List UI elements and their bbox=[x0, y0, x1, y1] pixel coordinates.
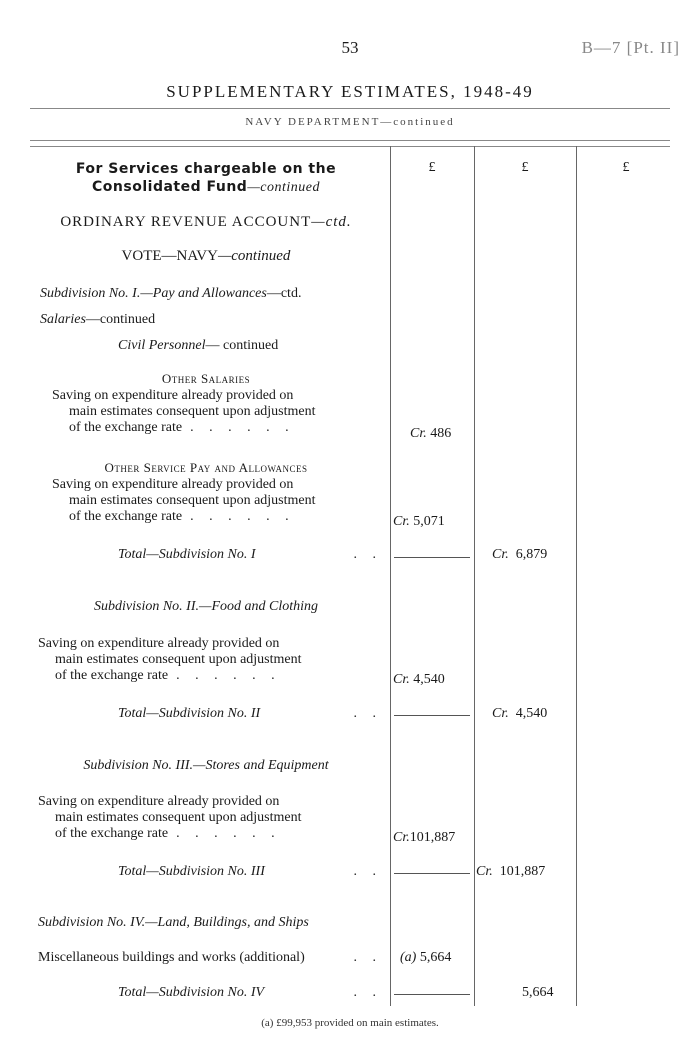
other-salaries-amount-value: 486 bbox=[430, 426, 452, 441]
subdivision-3-total-rule bbox=[394, 873, 470, 874]
other-service-line3 bbox=[52, 509, 382, 525]
subdivision-3-line2: main estimates consequent upon adjustment bbox=[55, 810, 302, 825]
subdivision-3-leader-dots: . . . . . . bbox=[176, 826, 281, 841]
subdivision-4-total-text: Total—Subdivision No. IV bbox=[118, 985, 265, 1000]
column-2-currency: £ bbox=[521, 160, 529, 175]
subdivision-4-amount-value: 5,664 bbox=[419, 950, 452, 965]
subdivision-4-amount-prefix: (a) bbox=[400, 950, 417, 965]
fund-heading-tail: —continued bbox=[247, 180, 320, 195]
column-divider-1 bbox=[390, 146, 391, 1006]
subdivision-3-total bbox=[476, 864, 545, 880]
subdivision-2-total-value: 4,540 bbox=[515, 706, 548, 721]
subdivision-3-total-value: 101,887 bbox=[499, 864, 546, 879]
header-rule-top bbox=[30, 140, 670, 141]
subdivision-2-total-label bbox=[118, 706, 382, 722]
subdivision-4-amount bbox=[400, 950, 451, 966]
document-reference: B—7 [Pt. II] bbox=[581, 38, 680, 57]
column-1-currency: £ bbox=[428, 160, 436, 175]
column-divider-3 bbox=[576, 146, 577, 1006]
subdivision-1-total-dots: . . bbox=[353, 547, 382, 562]
header-rule-bottom bbox=[30, 146, 670, 147]
subdivision-2-amount-prefix: Cr. bbox=[393, 672, 410, 687]
subdivision-2-amount bbox=[393, 672, 445, 688]
subdivision-4-line-text: Miscellaneous buildings and works (additional) bbox=[38, 950, 305, 965]
subdivision-4-total-value: 5,664 bbox=[522, 985, 554, 1000]
civil-personnel-text: Civil Personnel bbox=[118, 338, 206, 353]
other-service-heading: Other Service Pay and Allowances bbox=[104, 460, 308, 475]
subdivision-3-line1: Saving on expenditure already provided on bbox=[38, 794, 280, 809]
column-divider-2 bbox=[474, 146, 475, 1006]
subdivision-3-line3 bbox=[38, 826, 382, 842]
other-salaries-amount-prefix: Cr. bbox=[410, 426, 427, 441]
other-service-amount-prefix: Cr. bbox=[393, 514, 410, 529]
vote-heading-tail: —continued bbox=[217, 248, 291, 264]
subdivision-3-total-dots: . . bbox=[353, 864, 382, 879]
other-salaries-leader-dots: . . . . . . bbox=[190, 420, 295, 435]
fund-heading-line2 bbox=[30, 178, 382, 197]
footnote: (a) £99,953 provided on main estimates. bbox=[261, 1017, 439, 1029]
subdivision-2-title: Subdivision No. II.—Food and Clothing bbox=[94, 599, 318, 614]
fund-heading-line1: For Services chargeable on the bbox=[75, 161, 337, 177]
subdivision-3-text bbox=[38, 794, 382, 842]
salaries-heading-text: Salaries bbox=[40, 312, 86, 327]
subdivision-3-amount-value: 101,887 bbox=[409, 830, 456, 845]
other-service-line3-text: of the exchange rate bbox=[69, 509, 183, 524]
other-service-text bbox=[52, 477, 382, 525]
subdivision-1-total-text: Total—Subdivision No. I bbox=[118, 547, 256, 562]
subdivision-2-line3-text: of the exchange rate bbox=[55, 668, 169, 683]
other-service-line2: main estimates consequent upon adjustment bbox=[69, 493, 316, 508]
subdivision-1-title-text: Subdivision No. I.—Pay and Allowances bbox=[40, 286, 267, 301]
other-salaries-line2: main estimates consequent upon adjustment bbox=[69, 404, 316, 419]
subdivision-1-total-prefix: Cr. bbox=[492, 547, 509, 562]
subdivision-2-text bbox=[38, 636, 382, 684]
other-service-amount bbox=[393, 514, 445, 530]
page-title: SUPPLEMENTARY ESTIMATES, 1948-49 bbox=[166, 82, 534, 101]
subdivision-1-title bbox=[40, 286, 301, 302]
subdivision-1-total-rule bbox=[394, 557, 470, 558]
subdivision-1-total-value: 6,879 bbox=[515, 547, 548, 562]
subdivision-4-total-rule bbox=[394, 994, 470, 995]
page-number: 53 bbox=[341, 38, 359, 57]
subdivision-1-total-label bbox=[118, 547, 382, 563]
subdivision-2-amount-value: 4,540 bbox=[413, 672, 445, 687]
subdivision-3-total-prefix: Cr. bbox=[476, 864, 493, 879]
account-heading-tail: —ctd. bbox=[311, 214, 352, 230]
fund-heading-name: Consolidated Fund bbox=[92, 179, 248, 195]
other-service-line1: Saving on expenditure already provided on bbox=[52, 477, 294, 492]
subdivision-3-total-text: Total—Subdivision No. III bbox=[118, 864, 265, 879]
subdivision-3-line3-text: of the exchange rate bbox=[55, 826, 169, 841]
other-salaries-amount bbox=[410, 426, 451, 442]
civil-personnel-tail: — continued bbox=[205, 338, 279, 353]
subdivision-4-total-dots: . . bbox=[353, 985, 382, 1000]
civil-personnel-heading bbox=[118, 338, 278, 354]
subdivision-3-title: Subdivision No. III.—Stores and Equipment bbox=[83, 758, 329, 773]
subdivision-2-line1: Saving on expenditure already provided on bbox=[38, 636, 280, 651]
subdivision-2-leader-dots: . . . . . . bbox=[176, 668, 281, 683]
other-salaries-line1: Saving on expenditure already provided on bbox=[52, 388, 294, 403]
subdivision-4-title: Subdivision No. IV.—Land, Buildings, and Ships bbox=[38, 915, 309, 930]
other-salaries-line3 bbox=[52, 420, 382, 436]
subdivision-3-amount bbox=[393, 830, 455, 846]
subdivision-2-total bbox=[492, 706, 547, 722]
subdivision-4-total-label bbox=[118, 985, 382, 1001]
other-service-amount-value: 5,071 bbox=[413, 514, 445, 529]
subdivision-2-line2: main estimates consequent upon adjustment bbox=[55, 652, 302, 667]
account-heading bbox=[30, 214, 382, 231]
subdivision-2-total-rule bbox=[394, 715, 470, 716]
fund-heading bbox=[30, 160, 382, 197]
subdivision-4-line bbox=[38, 950, 382, 966]
other-salaries-text bbox=[52, 388, 382, 436]
vote-heading bbox=[30, 248, 382, 265]
subdivision-3-total-label bbox=[118, 864, 382, 880]
subdivision-1-total bbox=[492, 547, 547, 563]
subdivision-4-leader-dots: . . bbox=[353, 950, 382, 965]
department-subtitle: NAVY DEPARTMENT—continued bbox=[245, 116, 455, 128]
salaries-heading-tail: —continued bbox=[85, 312, 156, 327]
subdivision-4-total bbox=[522, 985, 554, 1001]
other-salaries-heading: Other Salaries bbox=[161, 371, 251, 386]
account-heading-text: ORDINARY REVENUE ACCOUNT bbox=[60, 214, 312, 230]
other-salaries-line3-text: of the exchange rate bbox=[69, 420, 183, 435]
subdivision-2-total-prefix: Cr. bbox=[492, 706, 509, 721]
subdivision-1-title-tail: —ctd. bbox=[266, 286, 302, 301]
subdivision-3-amount-prefix: Cr. bbox=[393, 830, 410, 845]
subdivision-2-total-dots: . . bbox=[353, 706, 382, 721]
salaries-heading bbox=[40, 312, 155, 328]
subdivision-2-total-text: Total—Subdivision No. II bbox=[118, 706, 261, 721]
subdivision-2-line3 bbox=[38, 668, 382, 684]
other-service-leader-dots: . . . . . . bbox=[190, 509, 295, 524]
vote-heading-text: VOTE—NAVY bbox=[121, 248, 218, 264]
column-3-currency: £ bbox=[622, 160, 630, 175]
title-rule bbox=[30, 108, 670, 109]
